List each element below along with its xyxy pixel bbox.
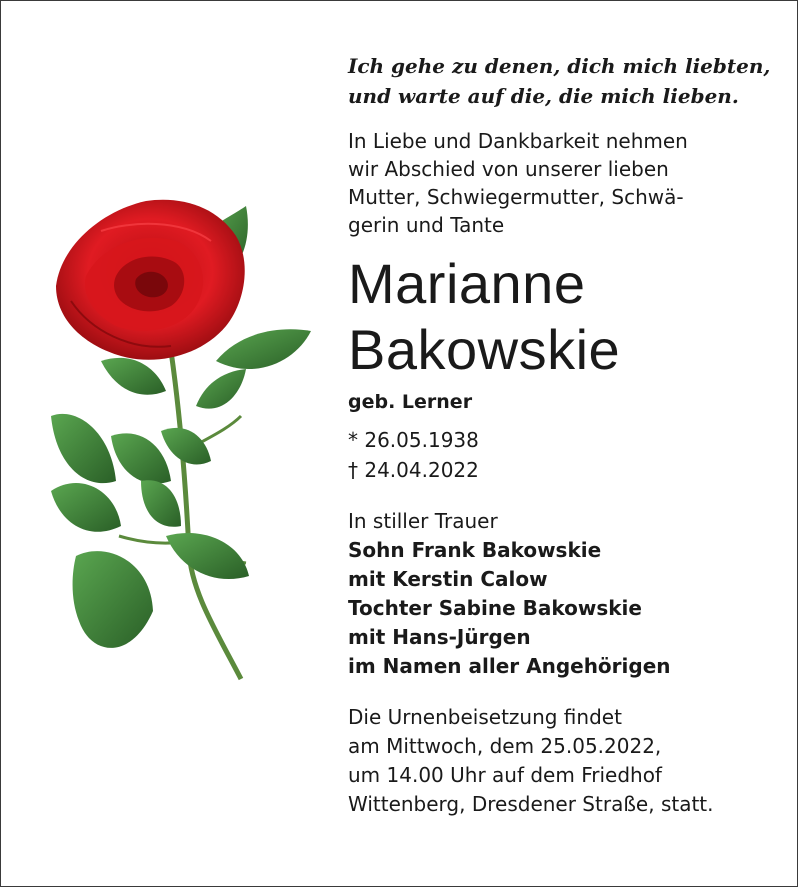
funeral-details — [348, 703, 788, 819]
mourners-intro: In stiller Trauer — [348, 509, 498, 533]
maiden-name: geb. Lerner — [348, 391, 473, 413]
funeral-line: Die Urnenbeisetzung findet — [348, 705, 622, 729]
first-name: Marianne — [348, 252, 586, 315]
mourner-name: mit Hans-Jürgen — [348, 625, 531, 649]
intro-line: wir Abschied von unserer lieben — [348, 157, 669, 181]
obituary-text — [348, 51, 788, 819]
intro-line: In Liebe und Dankbarkeit nehmen — [348, 129, 688, 153]
intro-line: gerin und Tante — [348, 213, 505, 237]
mourner-name: Tochter Sabine Bakowskie — [348, 596, 642, 620]
mourner-name: Sohn Frank Bakowskie — [348, 538, 602, 562]
death-date: † 24.04.2022 — [348, 458, 479, 482]
quote-line: und warte auf die, die mich lieben. — [348, 84, 739, 108]
birth-date: * 26.05.1938 — [348, 428, 479, 452]
intro-text — [348, 127, 788, 239]
deceased-name — [348, 251, 788, 383]
last-name: Bakowskie — [348, 318, 621, 381]
funeral-line: um 14.00 Uhr auf dem Friedhof — [348, 763, 662, 787]
quote — [348, 51, 788, 111]
life-dates — [348, 425, 788, 485]
mourner-name: mit Kerstin Calow — [348, 567, 548, 591]
funeral-line: am Mittwoch, dem 25.05.2022, — [348, 734, 662, 758]
red-rose-icon — [41, 191, 331, 681]
intro-line: Mutter, Schwiegermutter, Schwä- — [348, 185, 684, 209]
mourners — [348, 507, 788, 681]
quote-line: Ich gehe zu denen, dich mich liebten, — [348, 54, 771, 78]
mourner-name: im Namen aller Angehörigen — [348, 654, 671, 678]
funeral-line: Wittenberg, Dresdener Straße, statt. — [348, 792, 714, 816]
